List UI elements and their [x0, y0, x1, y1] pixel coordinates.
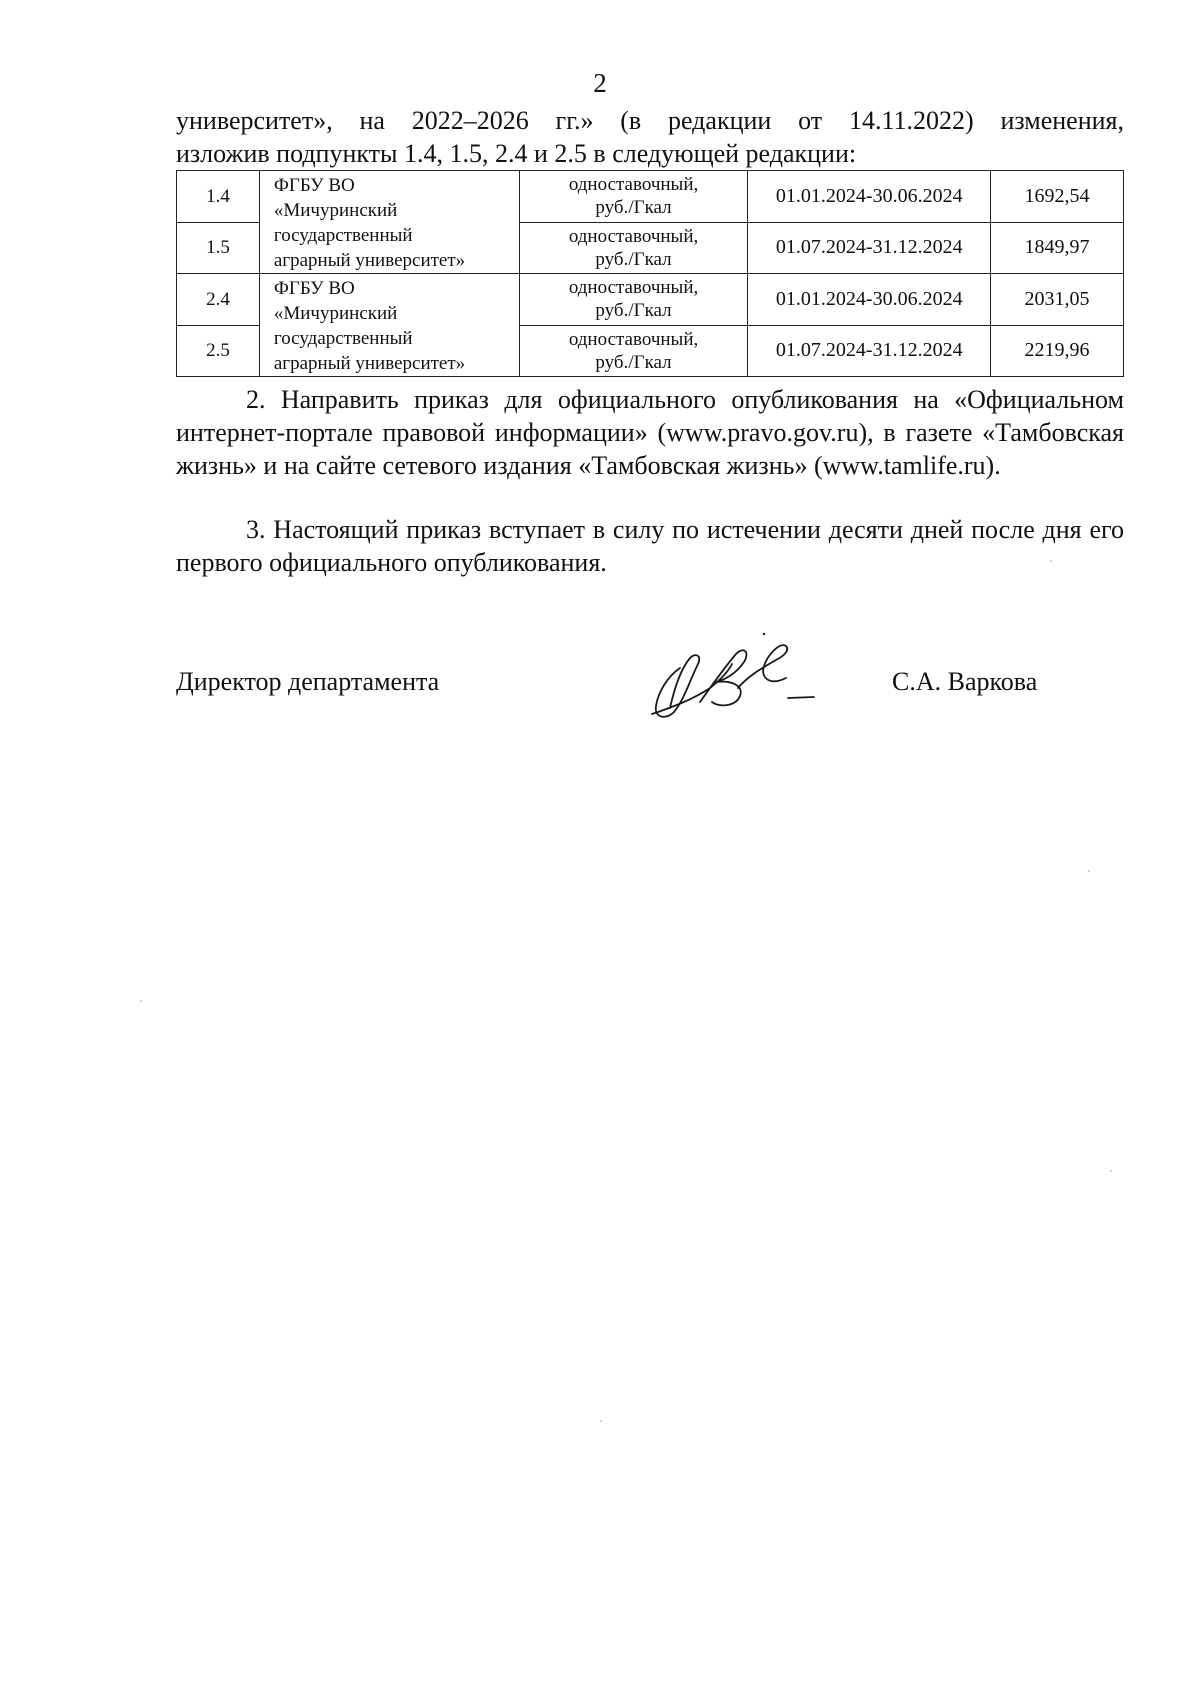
tariff-kind: одноставочный, — [568, 328, 699, 350]
signatory-title: Директор департамента — [176, 667, 440, 696]
organization-cell — [259, 274, 519, 377]
paragraph-effective-date — [176, 513, 1124, 579]
value-cell: 2219,96 — [991, 325, 1124, 377]
paragraph-text: 3. Настоящий приказ вступает в силу по истечении десяти дней после дня его первого официального опубликования. — [176, 515, 1124, 577]
row-number: 2.4 — [177, 274, 260, 326]
value-cell: 2031,05 — [991, 274, 1124, 326]
scan-speck — [1050, 560, 1052, 562]
page-number: 2 — [593, 68, 607, 98]
scan-speck — [1088, 870, 1090, 872]
row-number: 1.4 — [177, 171, 260, 223]
tariff-table — [176, 170, 1124, 377]
tariff-unit: руб./Гкал — [595, 351, 672, 373]
tariff-unit: руб./Гкал — [595, 248, 672, 270]
scan-speck — [140, 1000, 142, 1002]
value-cell: 1849,97 — [991, 222, 1124, 274]
intro-line-2: изложив подпункты 1.4, 1.5, 2.4 и 2.5 в следующей редакции: — [176, 139, 857, 168]
intro-line-1: университет», на 2022–2026 гг.» (в редакции от 14.11.2022) изменения, — [176, 106, 1124, 135]
tariff-unit: руб./Гкал — [595, 300, 672, 322]
scan-speck — [600, 1420, 602, 1422]
organization-line: аграрный университет» — [273, 353, 466, 374]
organization-cell — [259, 171, 519, 274]
tariff-kind: одноставочный, — [568, 174, 699, 196]
table-row — [177, 274, 1124, 326]
period-cell: 01.01.2024-30.06.2024 — [748, 274, 991, 326]
tariff-unit: руб./Гкал — [595, 197, 672, 219]
period-cell: 01.07.2024-31.12.2024 — [748, 325, 991, 377]
tariff-kind-cell — [519, 325, 748, 377]
organization-line: аграрный университет» — [273, 250, 466, 271]
tariff-kind: одноставочный, — [568, 225, 699, 247]
tariff-kind: одноставочный, — [568, 277, 699, 299]
tariff-kind-cell — [519, 171, 748, 223]
value-cell: 1692,54 — [991, 171, 1124, 223]
period-cell: 01.01.2024-30.06.2024 — [748, 171, 991, 223]
row-number: 1.5 — [177, 222, 260, 274]
organization-line: ФГБУ ВО — [273, 278, 355, 299]
tariff-kind-cell — [519, 274, 748, 326]
scan-speck — [1110, 1170, 1112, 1172]
paragraph-text: 2. Направить приказ для официального опубликования на «Официальном интернет-портале правовой информации» (www.pravo.gov.ru), в газете «Тамбовская жизнь» и на сайте сетевого издания «Тамбовская жизнь» (www.tamlife.ru). — [176, 385, 1124, 480]
organization-line: «Мичуринский — [273, 303, 398, 324]
organization-line: ФГБУ ВО — [273, 175, 355, 196]
row-number: 2.5 — [177, 325, 260, 377]
intro-paragraph — [176, 104, 1124, 170]
handwritten-signature — [640, 628, 830, 726]
organization-line: государственный — [273, 328, 413, 349]
organization-line: государственный — [273, 225, 413, 246]
table-row — [177, 171, 1124, 223]
tariff-kind-cell — [519, 222, 748, 274]
organization-line: «Мичуринский — [273, 200, 398, 221]
paragraph-publication — [176, 383, 1124, 482]
period-cell: 01.07.2024-31.12.2024 — [748, 222, 991, 274]
signatory-name: С.А. Варкова — [892, 667, 1038, 696]
